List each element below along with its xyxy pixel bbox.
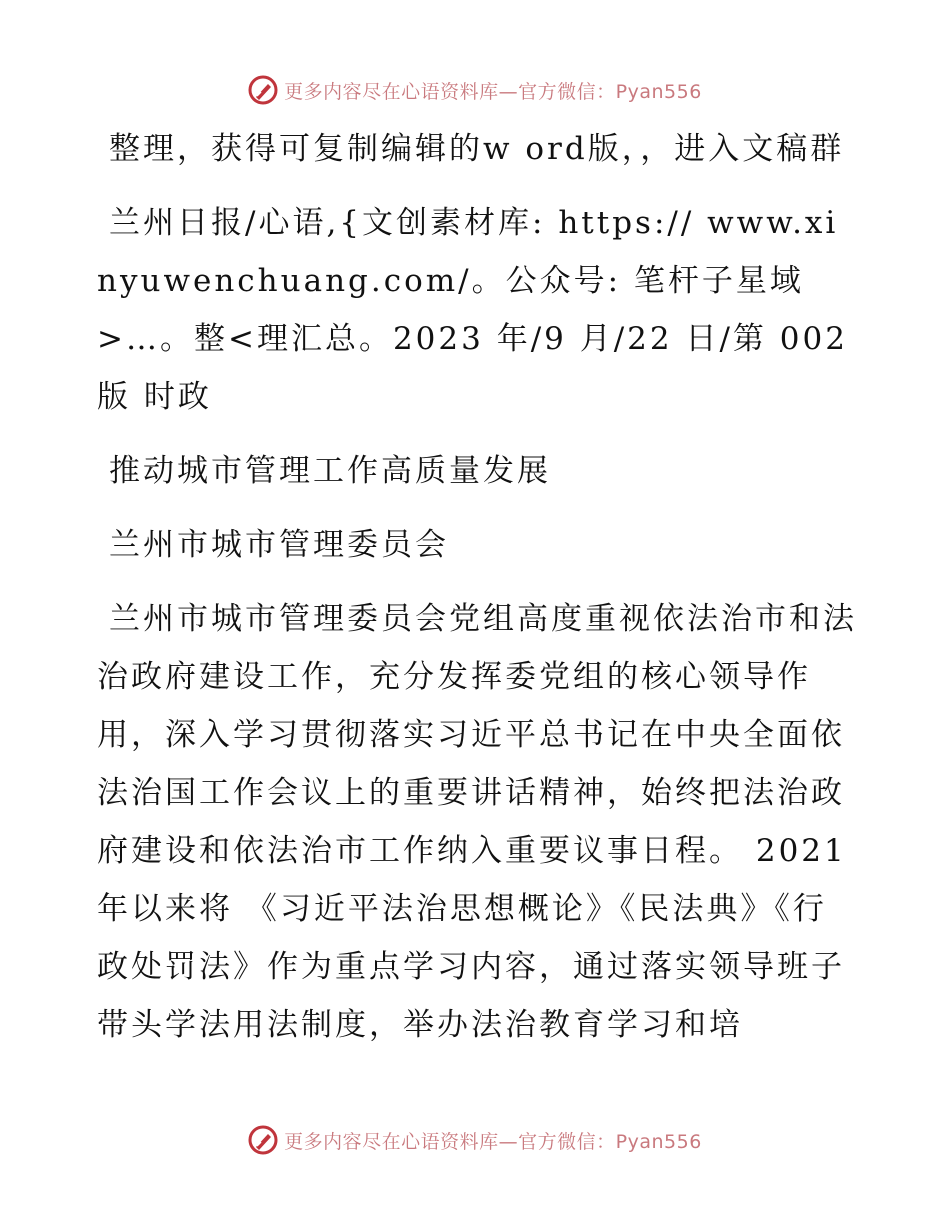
document-body xyxy=(97,120,857,1070)
header-watermark-banner xyxy=(0,70,950,110)
quill-logo-icon xyxy=(248,75,278,105)
source-paragraph: 兰州日报/心语,{文创素材库: https:// www.xinyuwenchuang.com/。公众号: 笔杆子星域>…。整<理汇总。2023 年/9 月/22 日/第 002 版 时政 xyxy=(97,205,848,415)
article-author: 兰州市城市管理委员会 xyxy=(109,527,449,563)
watermark-text: 更多内容尽在心语资料库—官方微信：Pyan556 xyxy=(284,1130,702,1153)
quill-logo-icon xyxy=(248,1125,278,1155)
footer-watermark-banner xyxy=(0,1120,950,1160)
body-paragraph: 兰州市城市管理委员会党组高度重视依法治市和法治政府建设工作，充分发挥委党组的核心领导作用，深入学习贯彻落实习近平总书记在中央全面依法治国工作会议上的重要讲话精神，始终把法治政府建设和依法治市工作纳入重要议事日程。 2021 年以来将 《习近平法治思想概论》《民法典》《行政处罚法》作为重点学习内容，通过落实领导班子带头学法用法制度，举办法治教育学习和培 xyxy=(97,601,857,1043)
article-title: 推动城市管理工作高质量发展 xyxy=(109,453,551,489)
watermark-text: 更多内容尽在心语资料库—官方微信：Pyan556 xyxy=(284,80,702,103)
intro-paragraph: 整理，获得可复制编辑的w ord版，，进入文稿群 xyxy=(109,131,845,167)
